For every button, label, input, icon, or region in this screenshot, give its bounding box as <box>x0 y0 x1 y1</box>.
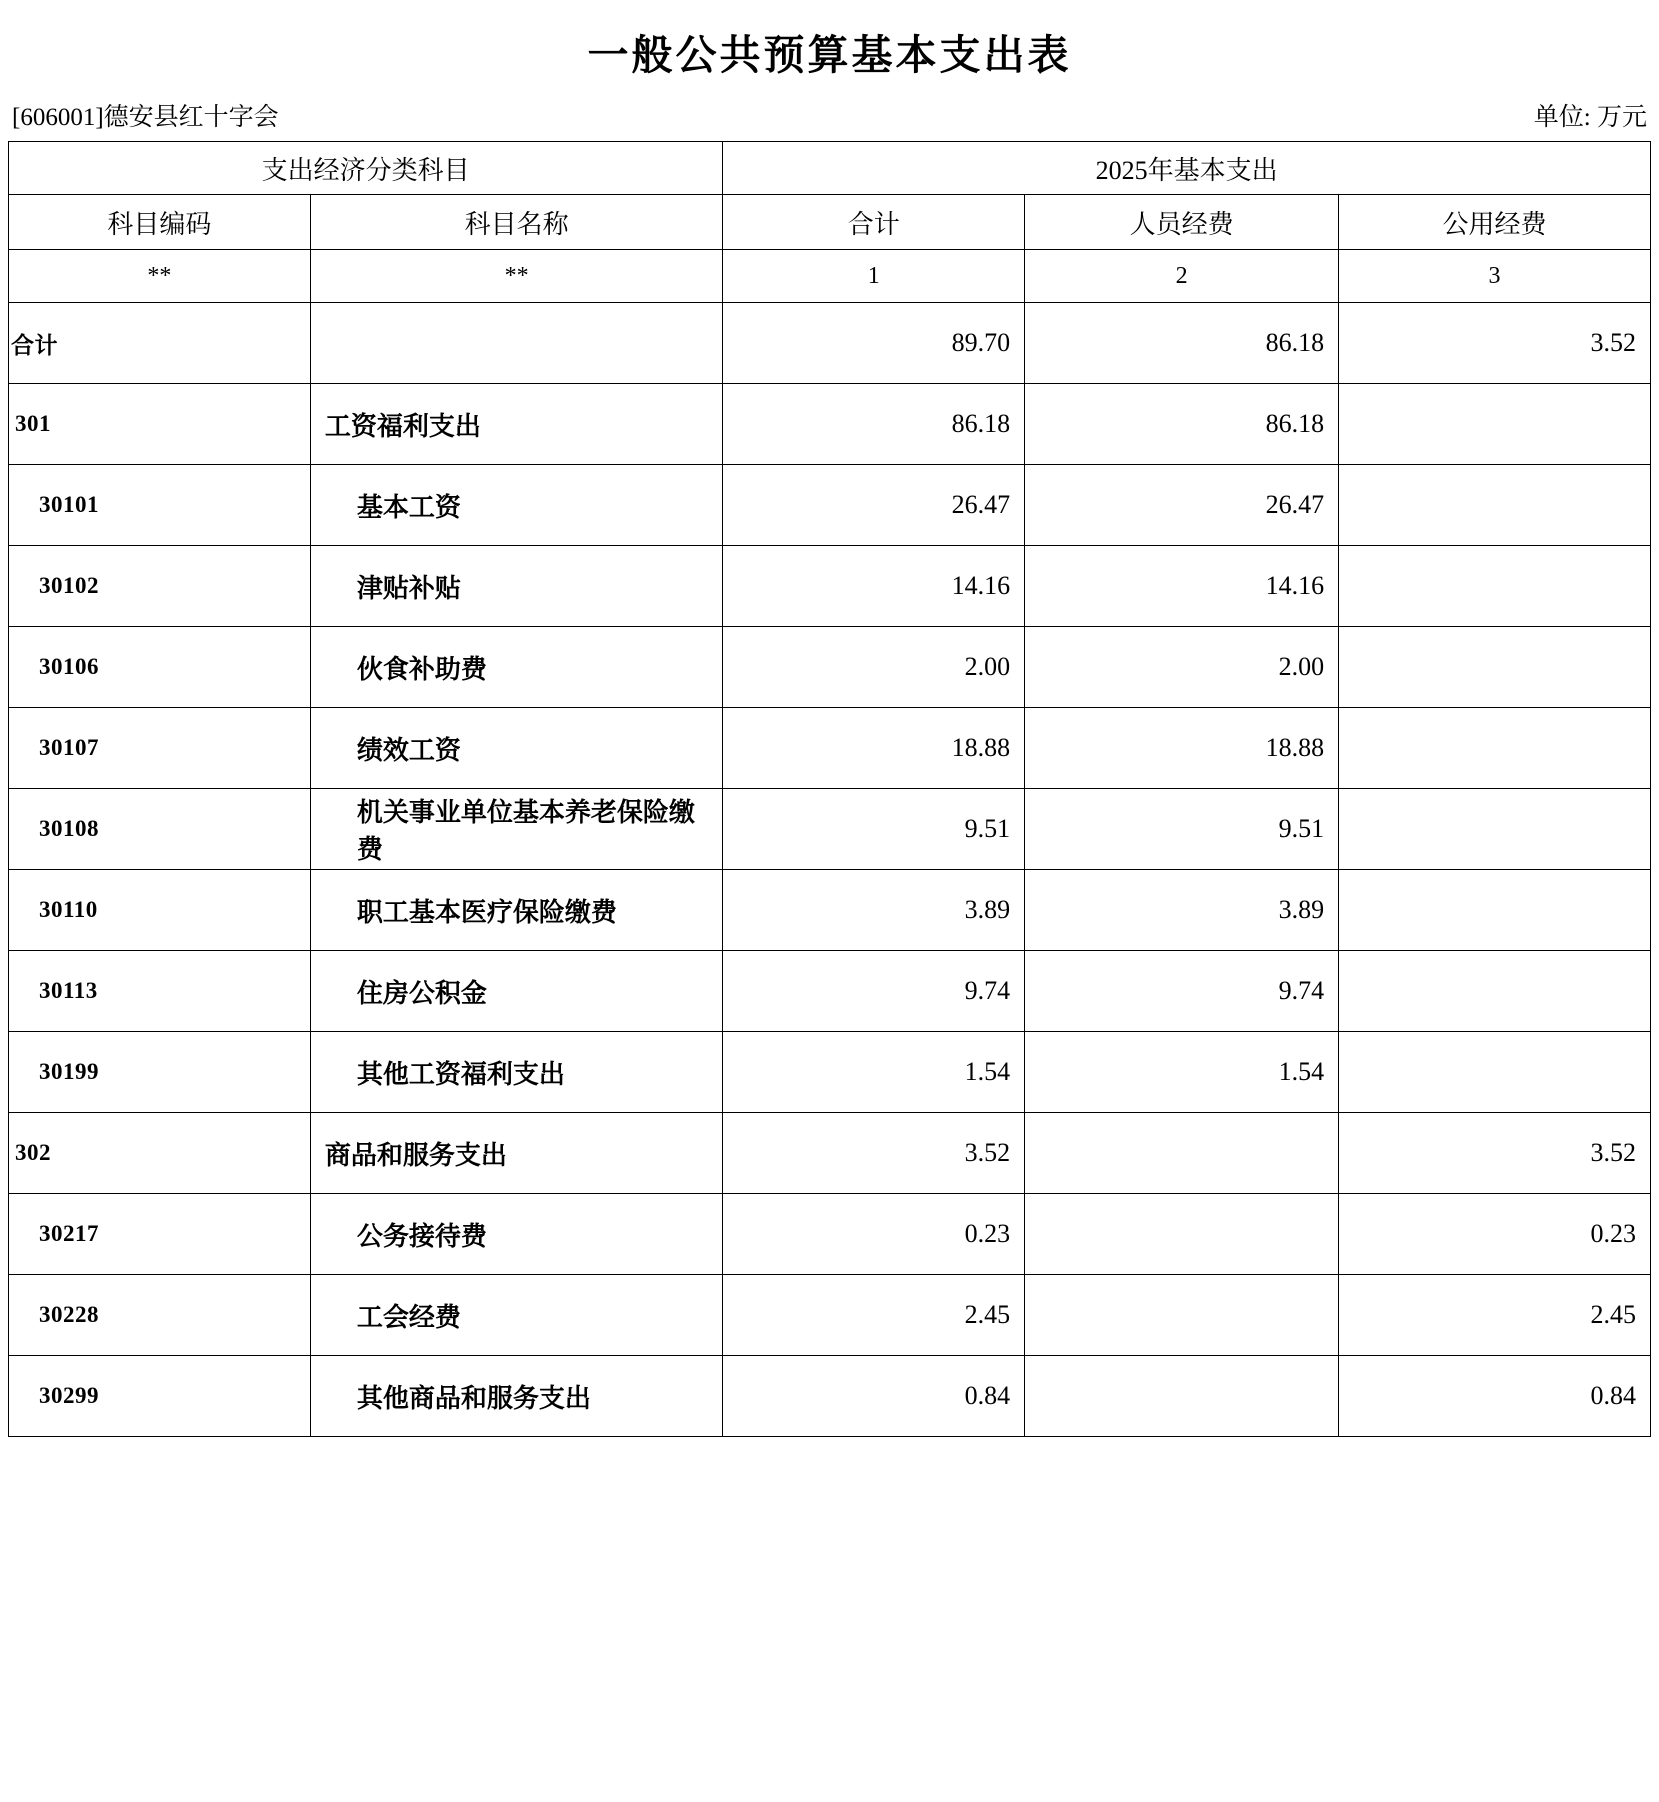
organization-label: [606001]德安县红十字会 <box>12 104 279 131</box>
cell-public <box>1339 789 1651 870</box>
document-meta <box>8 91 1651 141</box>
cell-personnel <box>1025 1356 1339 1437</box>
cell-public: 0.84 <box>1339 1356 1651 1437</box>
column-header-total: 合计 <box>723 195 1025 250</box>
cell-name: 职工基本医疗保险缴费 <box>310 870 723 951</box>
cell-personnel: 1.54 <box>1025 1032 1339 1113</box>
cell-code: 30101 <box>9 465 311 546</box>
cell-total: 9.51 <box>723 789 1025 870</box>
cell-code: 30107 <box>9 708 311 789</box>
cell-code: 30113 <box>9 951 311 1032</box>
group-header-right: 2025年基本支出 <box>723 142 1651 195</box>
cell-code: 30299 <box>9 1356 311 1437</box>
cell-name <box>310 303 723 384</box>
cell-total: 0.23 <box>723 1194 1025 1275</box>
group-header-left: 支出经济分类科目 <box>9 142 723 195</box>
cell-personnel: 9.74 <box>1025 951 1339 1032</box>
cell-public <box>1339 870 1651 951</box>
cell-name: 基本工资 <box>310 465 723 546</box>
cell-total: 14.16 <box>723 546 1025 627</box>
cell-public: 3.52 <box>1339 303 1651 384</box>
cell-personnel: 26.47 <box>1025 465 1339 546</box>
cell-total: 18.88 <box>723 708 1025 789</box>
cell-total: 3.89 <box>723 870 1025 951</box>
cell-total: 2.00 <box>723 627 1025 708</box>
table-row <box>9 1032 1651 1113</box>
cell-personnel: 86.18 <box>1025 303 1339 384</box>
cell-name: 津贴补贴 <box>310 546 723 627</box>
table-row <box>9 1194 1651 1275</box>
cell-total: 2.45 <box>723 1275 1025 1356</box>
cell-total: 86.18 <box>723 384 1025 465</box>
cell-total: 9.74 <box>723 951 1025 1032</box>
table-body <box>9 303 1651 1437</box>
table-column-number-row <box>9 250 1651 303</box>
cell-public: 2.45 <box>1339 1275 1651 1356</box>
column-number-name: ** <box>310 250 723 303</box>
cell-personnel: 2.00 <box>1025 627 1339 708</box>
column-number-personnel: 2 <box>1025 250 1339 303</box>
table-row <box>9 627 1651 708</box>
budget-expenditure-page <box>0 22 1659 1802</box>
cell-personnel: 18.88 <box>1025 708 1339 789</box>
table-column-header-row <box>9 195 1651 250</box>
cell-personnel <box>1025 1113 1339 1194</box>
cell-code: 30102 <box>9 546 311 627</box>
cell-code: 30110 <box>9 870 311 951</box>
cell-name: 机关事业单位基本养老保险缴费 <box>310 789 723 870</box>
table-row <box>9 1113 1651 1194</box>
cell-public: 3.52 <box>1339 1113 1651 1194</box>
cell-code: 30228 <box>9 1275 311 1356</box>
table-row <box>9 384 1651 465</box>
column-number-total: 1 <box>723 250 1025 303</box>
cell-public: 0.23 <box>1339 1194 1651 1275</box>
cell-name: 绩效工资 <box>310 708 723 789</box>
cell-public <box>1339 465 1651 546</box>
cell-name: 伙食补助费 <box>310 627 723 708</box>
cell-public <box>1339 384 1651 465</box>
cell-code: 30217 <box>9 1194 311 1275</box>
column-header-code: 科目编码 <box>9 195 311 250</box>
cell-total: 3.52 <box>723 1113 1025 1194</box>
table-row <box>9 789 1651 870</box>
cell-personnel: 3.89 <box>1025 870 1339 951</box>
cell-public <box>1339 546 1651 627</box>
cell-personnel <box>1025 1194 1339 1275</box>
cell-name: 其他商品和服务支出 <box>310 1356 723 1437</box>
cell-personnel: 86.18 <box>1025 384 1339 465</box>
table-row <box>9 465 1651 546</box>
cell-public <box>1339 951 1651 1032</box>
cell-total: 26.47 <box>723 465 1025 546</box>
cell-name: 住房公积金 <box>310 951 723 1032</box>
table-row <box>9 1356 1651 1437</box>
column-number-code: ** <box>9 250 311 303</box>
cell-public <box>1339 627 1651 708</box>
cell-name: 公务接待费 <box>310 1194 723 1275</box>
cell-total: 89.70 <box>723 303 1025 384</box>
cell-code: 合计 <box>9 303 311 384</box>
table-row <box>9 708 1651 789</box>
cell-name: 其他工资福利支出 <box>310 1032 723 1113</box>
table-row <box>9 303 1651 384</box>
cell-code: 30199 <box>9 1032 311 1113</box>
cell-name: 工资福利支出 <box>310 384 723 465</box>
cell-code: 30106 <box>9 627 311 708</box>
cell-code: 30108 <box>9 789 311 870</box>
column-header-personnel: 人员经费 <box>1025 195 1339 250</box>
cell-name: 工会经费 <box>310 1275 723 1356</box>
cell-personnel: 9.51 <box>1025 789 1339 870</box>
cell-code: 301 <box>9 384 311 465</box>
cell-personnel: 14.16 <box>1025 546 1339 627</box>
cell-name: 商品和服务支出 <box>310 1113 723 1194</box>
table-row <box>9 546 1651 627</box>
table-row <box>9 1275 1651 1356</box>
cell-total: 1.54 <box>723 1032 1025 1113</box>
column-header-name: 科目名称 <box>310 195 723 250</box>
cell-public <box>1339 708 1651 789</box>
unit-label: 单位: 万元 <box>1533 104 1647 131</box>
cell-total: 0.84 <box>723 1356 1025 1437</box>
column-number-public: 3 <box>1339 250 1651 303</box>
table-group-header-row <box>9 142 1651 195</box>
page-title: 一般公共预算基本支出表 <box>587 32 1072 78</box>
table-row <box>9 870 1651 951</box>
column-header-public: 公用经费 <box>1339 195 1651 250</box>
cell-personnel <box>1025 1275 1339 1356</box>
cell-code: 302 <box>9 1113 311 1194</box>
cell-public <box>1339 1032 1651 1113</box>
table-row <box>9 951 1651 1032</box>
expenditure-table <box>8 141 1651 1437</box>
